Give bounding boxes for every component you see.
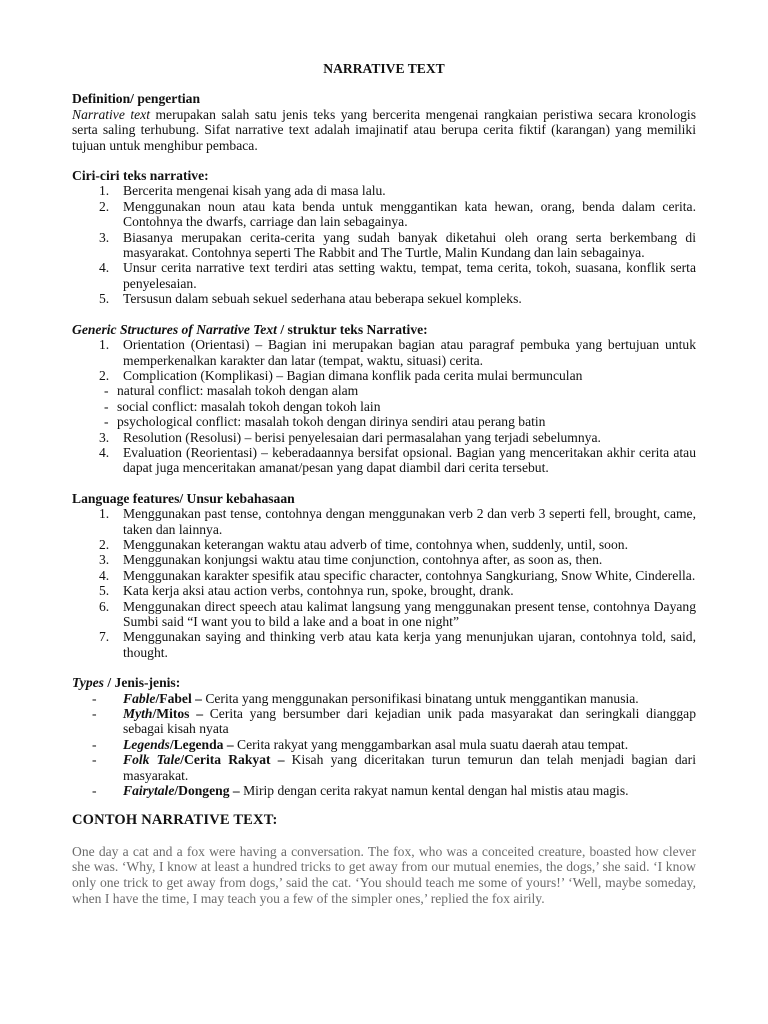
language-heading: Language features/ Unsur kebahasaan	[72, 490, 295, 506]
document-content	[72, 61, 696, 906]
list-item: 1. Menggunakan past tense, contohnya dengan menggunakan verb 2 dan verb 3 seperti fell, brought, came, taken dan lainnya.	[99, 506, 696, 537]
types-heading: Types / Jenis-jenis:	[72, 675, 181, 691]
list-item: - Legends/Legenda – Cerita rakyat yang menggambarkan asal mula suatu daerah atau tempat.	[92, 736, 629, 752]
list-item: 4. Evaluation (Reorientasi) – keberadaannya bersifat opsional. Bagian yang menceritakan akhir cerita atau dapat juga menceritakan amanat/pesan yang dapat diambil dari cerita tersebut.	[99, 444, 696, 476]
list-item: - Fable/Fabel – Cerita yang menggunakan personifikasi binatang untuk menggantikan manusia.	[92, 690, 639, 706]
list-item: 5. Kata kerja aksi atau action verbs, contohnya run, spoke, brought, drank.	[99, 583, 514, 599]
story-paragraph: One day a cat and a fox were having a conversation. The fox, who was a conceited creature, boasted how clever she was. ‘Why, I know at least a hundred tricks to get away from our mutual enemies, the dogs,’ she said. ‘I know only one trick to get away from dogs,’ said the cat. ‘You should teach me some of yours!’ ‘Well, maybe someday, when I have the time, I may teach you a few of the simpler ones,’ replied the fox airily.	[72, 843, 696, 906]
page-title: NARRATIVE TEXT	[323, 61, 445, 76]
definition-lead: Narrative text	[72, 106, 150, 122]
list-item: - Myth/Mitos – Cerita yang bersumber dari kejadian unik pada masyarakat dan seringkali dianggap sebagai kisah nyata	[92, 706, 697, 737]
list-item: 7. Menggunakan saying and thinking verb atau kata kerja yang menunjukan ujaran, contohnya told, said, thought.	[99, 629, 696, 660]
structures-heading: Generic Structures of Narrative Text / struktur teks Narrative:	[72, 321, 428, 337]
list-item: - social conflict: masalah tokoh dengan tokoh lain	[104, 398, 381, 414]
language-list	[72, 506, 696, 660]
definition-heading: Definition/ pengertian	[72, 91, 201, 107]
list-item: - natural conflict: masalah tokoh dengan alam	[104, 383, 359, 399]
contoh-heading: CONTOH NARRATIVE TEXT:	[72, 812, 278, 829]
list-item: - Fairytale/Dongeng – Mirip dengan cerita rakyat namun kental dengan hal mistis atau magis.	[92, 783, 629, 799]
definition-paragraph	[72, 107, 696, 153]
list-item: 1. Orientation (Orientasi) – Bagian ini merupakan bagian atau paragraf pembuka yang bertujuan untuk memperkenalkan karakter dan latar (tempat, waktu, situasi) cerita.	[99, 337, 696, 368]
structures-list-continued	[72, 430, 696, 476]
list-item: 6. Menggunakan direct speech atau kalimat langsung yang menggunakan present tense, contohnya Dayang Sumbi said “I want you to bild a lake and a boat in one night”	[99, 598, 696, 629]
list-item: 3. Biasanya merupakan cerita-cerita yang sudah banyak diketahui oleh orang serta berkembang di masyarakat. Contohnya seperti The Rabbit and The Turtle, Malin Kundang dan lain sebagainya.	[99, 229, 696, 261]
definition-text: merupakan salah satu jenis teks yang bercerita mengenai rangkaian peristiwa secara kronologis serta saling terhubung. Sifat narrative text adalah imajinatif atau berupa cerita fiktif (karangan) yang memiliki tujuan untuk menghibur pembaca.	[72, 106, 696, 153]
ciri-heading: Ciri-ciri teks narrative:	[72, 168, 209, 184]
list-item: 4. Menggunakan karakter spesifik atau specific character, contohnya Sangkuriang, Snow White, Cinderella.	[99, 567, 696, 583]
list-item: - psychological conflict: masalah tokoh dengan dirinya sendiri atau perang batin	[104, 414, 546, 430]
list-item: 3. Resolution (Resolusi) – berisi penyelesaian dari permasalahan yang terjadi sebelumnya.	[99, 429, 601, 445]
list-item: - Folk Tale/Cerita Rakyat – Kisah yang diceritakan turun temurun dan telah menjadi bagian dari masyarakat.	[92, 752, 696, 783]
ciri-list	[72, 183, 696, 306]
types-list	[72, 691, 696, 799]
conflict-list	[72, 383, 696, 429]
list-item: 2. Menggunakan keterangan waktu atau adverb of time, contohnya when, suddenly, until, soon.	[99, 536, 628, 552]
list-item: 2. Menggunakan noun atau kata benda untuk menggantikan kata hewan, orang, benda dalam cerita. Contohnya the dwarfs, carriage dan lain sebagainya.	[99, 198, 696, 230]
list-item: 5. Tersusun dalam sebuah sekuel sederhana atau beberapa sekuel kompleks.	[99, 291, 522, 307]
list-item: 4. Unsur cerita narrative text terdiri atas setting waktu, tempat, tema cerita, tokoh, suasana, konflik serta penyelesaian.	[99, 260, 696, 291]
list-item: 1. Bercerita mengenai kisah yang ada di masa lalu.	[99, 183, 386, 199]
list-item: 3. Menggunakan konjungsi waktu atau time conjunction, contohnya after, as soon as, then.	[99, 552, 603, 568]
list-item: 2. Complication (Komplikasi) – Bagian dimana konflik pada cerita mulai bermunculan	[99, 367, 583, 383]
structures-list	[72, 337, 696, 383]
